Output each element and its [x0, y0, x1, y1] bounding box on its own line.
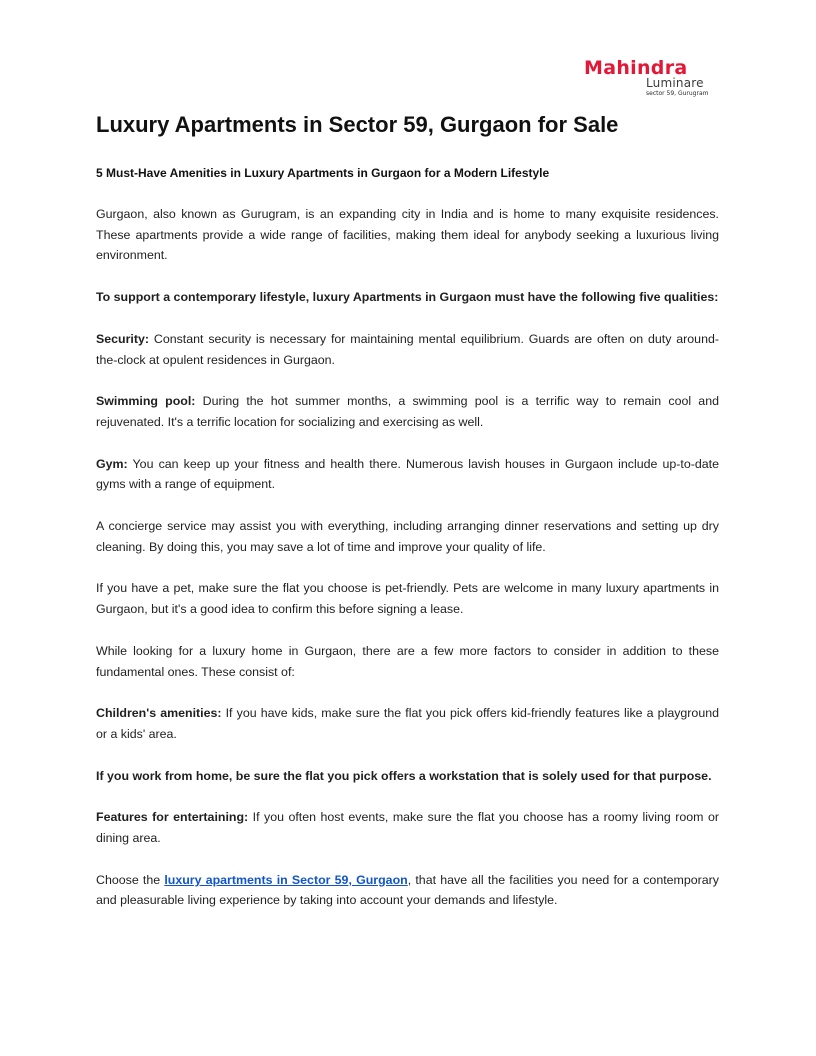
concierge-paragraph: A concierge service may assist you with everything, including arranging dinner reservations and setting up dry cleaning. By doing this, you may save a lot of time and improve your quality of life. [96, 519, 719, 554]
page-subtitle: 5 Must-Have Amenities in Luxury Apartments in Gurgaon for a Modern Lifestyle [96, 166, 550, 180]
closing-before: Choose the [96, 872, 165, 887]
gym-label: Gym: [96, 456, 128, 471]
factors-paragraph: While looking for a luxury home in Gurgaon, there are a few more factors to consider in addition to these fundamental ones. These consist of: [96, 643, 719, 679]
logo-project-name: Luminare [646, 76, 704, 90]
lead-text: To support a contemporary lifestyle, luxury Apartments in Gurgaon must have the following five qualities: [96, 290, 719, 305]
children-label: Children's amenities: [96, 706, 222, 721]
security-paragraph [96, 329, 719, 370]
gym-paragraph [96, 454, 719, 495]
children-text: If you have kids, make sure the flat you pick offers kid-friendly features like a playground or a kids' area. [96, 706, 719, 741]
closing-paragraph [96, 870, 719, 911]
pool-text: During the hot summer months, a swimming pool is a terrific way to remain cool and rejuvenated. It's a terrific location for socializing and exercising as well. [96, 394, 719, 429]
pool-label: Swimming pool: [96, 394, 196, 409]
logo-brand: Mahindra [584, 57, 688, 79]
gym-text: You can keep up your fitness and health there. Numerous lavish houses in Gurgaon include up-to-date gyms with a range of equipment. [96, 456, 719, 492]
entertaining-text: If you often host events, make sure the flat you choose has a roomy living room or dining area. [96, 810, 719, 846]
workstation-text: If you work from home, be sure the flat you pick offers a workstation that is solely used for that purpose. [96, 768, 712, 783]
children-paragraph [96, 703, 719, 744]
closing-after: , that have all the facilities you need for a contemporary and pleasurable living experience by taking into account your demands and lifestyle. [96, 872, 719, 908]
entertaining-paragraph [96, 807, 719, 848]
page-title: Luxury Apartments in Sector 59, Gurgaon for Sale [96, 112, 619, 137]
security-text: Constant security is necessary for maintaining mental equilibrium. Guards are often on duty around-the-clock at opulent residences in Gurgaon. [96, 331, 719, 367]
pool-paragraph [96, 391, 719, 432]
entertaining-label: Features for entertaining: [96, 810, 249, 825]
intro-paragraph: Gurgaon, also known as Gurugram, is an expanding city in India and is home to many exquisite residences. These apartments provide a wide range of facilities, making them ideal for anybody seeking a luxurious living environment. [96, 207, 719, 263]
document-body [96, 110, 719, 911]
security-label: Security: [96, 331, 150, 346]
workstation-paragraph [96, 766, 719, 787]
logo-location: sector 59, Gurugram [646, 90, 709, 97]
sector-59-apartments-link[interactable]: luxury apartments in Sector 59, Gurgaon [164, 872, 408, 887]
lead-paragraph [96, 287, 719, 308]
brand-logo [584, 58, 716, 100]
pets-paragraph: If you have a pet, make sure the flat you choose is pet-friendly. Pets are welcome in many luxury apartments in Gurgaon, but it's a good idea to confirm this before signing a lease. [96, 581, 719, 617]
